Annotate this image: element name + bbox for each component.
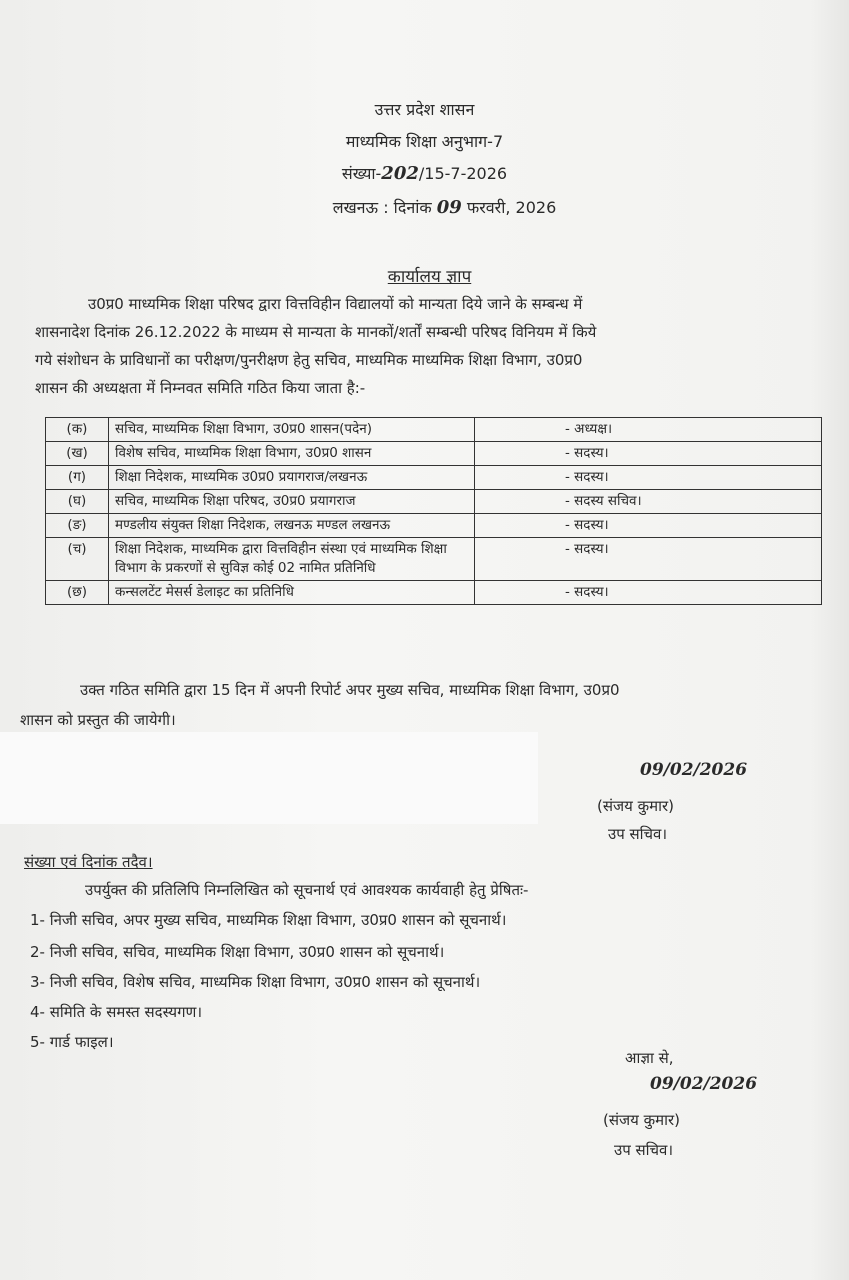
copy-item: 5- गार्ड फाइल। [30, 1033, 114, 1051]
header-section: माध्यमिक शिक्षा अनुभाग-7 [345, 132, 504, 151]
order-text: आज्ञा से, [625, 1049, 674, 1067]
member-key: (छ) [46, 581, 109, 605]
table-row [46, 581, 822, 605]
member-key: (ङ) [46, 514, 109, 538]
letter-number [0, 162, 849, 184]
report-line: शासन को प्रस्तुत की जायेगी। [20, 711, 176, 729]
redacted-area [0, 732, 538, 824]
table-row [46, 442, 822, 466]
member-name: कन्सलटेंट मेसर्स डेलाइट का प्रतिनिधि [109, 581, 475, 605]
table-row [46, 466, 822, 490]
table-row [46, 490, 822, 514]
report-line: उक्त गठित समिति द्वारा 15 दिन में अपनी रिपोर्ट अपर मुख्य सचिव, माध्यमिक शिक्षा विभाग, उ0प्र0 [80, 681, 620, 699]
member-key: (ग) [46, 466, 109, 490]
header-government: उत्तर प्रदेश शासन [374, 100, 475, 119]
intro-line: उ0प्र0 माध्यमिक शिक्षा परिषद द्वारा वित्तविहीन विद्यालयों को मान्यता दिये जाने के सम्बन्ध में [88, 295, 583, 313]
member-role: - सदस्य। [475, 442, 822, 466]
date-suffix: फरवरी, 2026 [466, 198, 557, 217]
memo-title: कार्यालय ज्ञाप [387, 267, 472, 287]
member-role: - सदस्य। [475, 538, 822, 581]
number-handwritten: 202 [381, 163, 419, 184]
signatory-designation: उप सचिव। [614, 1141, 674, 1159]
copy-item: 2- निजी सचिव, सचिव, माध्यमिक शिक्षा विभाग, उ0प्र0 शासन को सूचनार्थ। [30, 943, 445, 961]
member-name: विशेष सचिव, माध्यमिक शिक्षा विभाग, उ0प्र0 शासन [109, 442, 475, 466]
intro-line: शासन की अध्यक्षता में निम्नवत समिति गठित किया जाता है:- [35, 379, 366, 397]
copy-intro: उपर्युक्त की प्रतिलिपि निम्नलिखित को सूचनार्थ एवं आवश्यक कार्यवाही हेतु प्रेषितः- [85, 881, 529, 899]
table-row [46, 418, 822, 442]
member-key: (क) [46, 418, 109, 442]
member-role: - सदस्य। [475, 581, 822, 605]
copy-item: 3- निजी सचिव, विशेष सचिव, माध्यमिक शिक्षा विभाग, उ0प्र0 शासन को सूचनार्थ। [30, 973, 481, 991]
committee-table [45, 417, 822, 605]
member-key: (घ) [46, 490, 109, 514]
member-role: - अध्यक्ष। [475, 418, 822, 442]
date-handwritten: 09 [436, 197, 462, 218]
copy-heading: संख्या एवं दिनांक तदैव। [24, 853, 153, 871]
number-prefix: संख्या- [341, 164, 382, 183]
member-key: (च) [46, 538, 109, 581]
date-prefix: लखनऊ : दिनांक [332, 198, 432, 217]
signature-handwritten: 09/02/2026 [650, 1074, 758, 1094]
signatory-name: (संजय कुमार) [597, 797, 674, 815]
member-role: - सदस्य। [475, 466, 822, 490]
member-name: सचिव, माध्यमिक शिक्षा परिषद, उ0प्र0 प्रयागराज [109, 490, 475, 514]
member-name: शिक्षा निदेशक, माध्यमिक उ0प्र0 प्रयागराज/लखनऊ [109, 466, 475, 490]
intro-line: शासनादेश दिनांक 26.12.2022 के माध्यम से मान्यता के मानकों/शर्तों सम्बन्धी परिषद विनियम में किये [35, 323, 597, 341]
member-name: मण्डलीय संयुक्त शिक्षा निदेशक, लखनऊ मण्डल लखनऊ [109, 514, 475, 538]
signatory-name: (संजय कुमार) [603, 1111, 680, 1129]
member-role: - सदस्य। [475, 514, 822, 538]
signatory-designation: उप सचिव। [608, 825, 668, 843]
copy-item: 4- समिति के समस्त सदस्यगण। [30, 1003, 203, 1021]
copy-item: 1- निजी सचिव, अपर मुख्य सचिव, माध्यमिक शिक्षा विभाग, उ0प्र0 शासन को सूचनार्थ। [30, 911, 507, 929]
member-role: - सदस्य सचिव। [475, 490, 822, 514]
member-name: सचिव, माध्यमिक शिक्षा विभाग, उ0प्र0 शासन(पदेन) [109, 418, 475, 442]
table-row [46, 538, 822, 581]
member-name: शिक्षा निदेशक, माध्यमिक द्वारा वित्तविहीन संस्था एवं माध्यमिक शिक्षा विभाग के प्रकरणों से सुविज्ञ कोई 02 नामित प्रतिनिधि [109, 538, 475, 581]
table-row [46, 514, 822, 538]
number-suffix: /15-7-2026 [418, 164, 508, 183]
letter-date [0, 196, 849, 218]
page-shadow [809, 0, 849, 1280]
member-key: (ख) [46, 442, 109, 466]
intro-line: गये संशोधन के प्राविधानों का परीक्षण/पुनरीक्षण हेतु सचिव, माध्यमिक माध्यमिक शिक्षा विभाग, उ0प्र0 [35, 351, 583, 369]
signature-handwritten: 09/02/2026 [640, 760, 748, 780]
